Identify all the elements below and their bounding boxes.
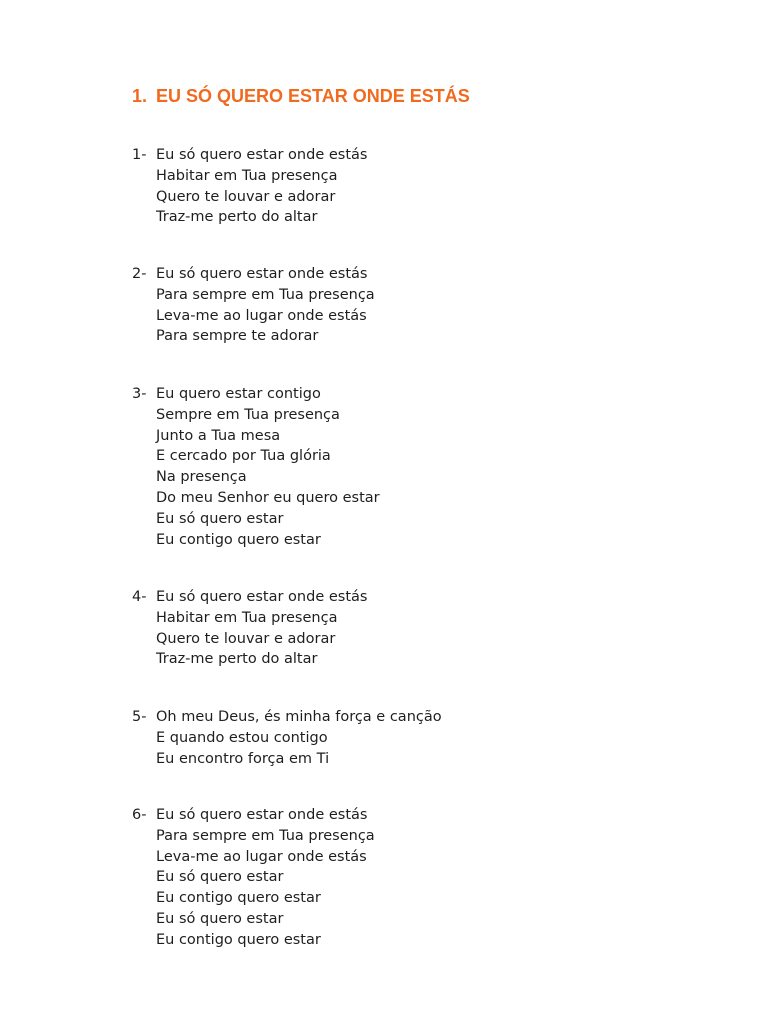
verse-line: Leva-me ao lugar onde estás — [156, 307, 367, 324]
verse-lines — [156, 707, 442, 769]
verse-lines — [156, 587, 367, 670]
verse-lines — [156, 805, 375, 951]
verse-line: E cercado por Tua glória — [156, 448, 331, 465]
verse-line: Eu encontro força em Ti — [156, 750, 330, 767]
verse-line: Quero te louvar e adorar — [156, 188, 336, 205]
verse-line: Junto a Tua mesa — [156, 427, 281, 444]
verse-number: 6- — [132, 807, 147, 823]
verse-number: 1- — [132, 147, 147, 163]
verse-line: Eu só quero estar onde estás — [156, 266, 368, 282]
verse-lines — [156, 145, 367, 228]
verse-line: Habitar em Tua presença — [156, 609, 338, 626]
verse-line: Traz-me perto do altar — [156, 209, 318, 226]
verse-lines — [156, 264, 375, 347]
verse-line: Oh meu Deus, és minha força e canção — [156, 709, 442, 725]
verse-line: Leva-me ao lugar onde estás — [156, 848, 367, 865]
verse-lines — [156, 384, 380, 550]
verse-line: Eu contigo quero estar — [156, 931, 321, 948]
verse-line: Do meu Senhor eu quero estar — [156, 489, 380, 506]
verse-line: Na presença — [156, 469, 247, 486]
verse-number: 3- — [132, 386, 147, 402]
verse-line: Eu só quero estar onde estás — [156, 147, 368, 163]
verse-line: Traz-me perto do altar — [156, 651, 318, 668]
verse-line: Eu quero estar contigo — [156, 386, 321, 402]
verse-line: Para sempre te adorar — [156, 328, 319, 345]
verse-number: 4- — [132, 589, 147, 605]
verse-line: Eu só quero estar — [156, 869, 284, 886]
verse-line: Habitar em Tua presença — [156, 167, 338, 184]
verse-number: 2- — [132, 266, 147, 282]
verse-number: 5- — [132, 709, 147, 725]
song-number: 1. — [132, 86, 148, 106]
verse-line: Para sempre em Tua presença — [156, 286, 375, 303]
verse-line: Sempre em Tua presença — [156, 406, 340, 423]
song-title — [132, 84, 470, 108]
verse-line: Eu contigo quero estar — [156, 890, 321, 907]
verse-line: Para sempre em Tua presença — [156, 827, 375, 844]
verse-line: Quero te louvar e adorar — [156, 630, 336, 647]
verse-line: Eu só quero estar onde estás — [156, 589, 368, 605]
verse-line: Eu só quero estar — [156, 910, 284, 927]
song-title-text: EU SÓ QUERO ESTAR ONDE ESTÁS — [156, 86, 470, 106]
verse-line: E quando estou contigo — [156, 729, 328, 746]
verse-line: Eu só quero estar — [156, 510, 284, 527]
verse-line: Eu só quero estar onde estás — [156, 807, 368, 823]
verse-line: Eu contigo quero estar — [156, 531, 321, 548]
